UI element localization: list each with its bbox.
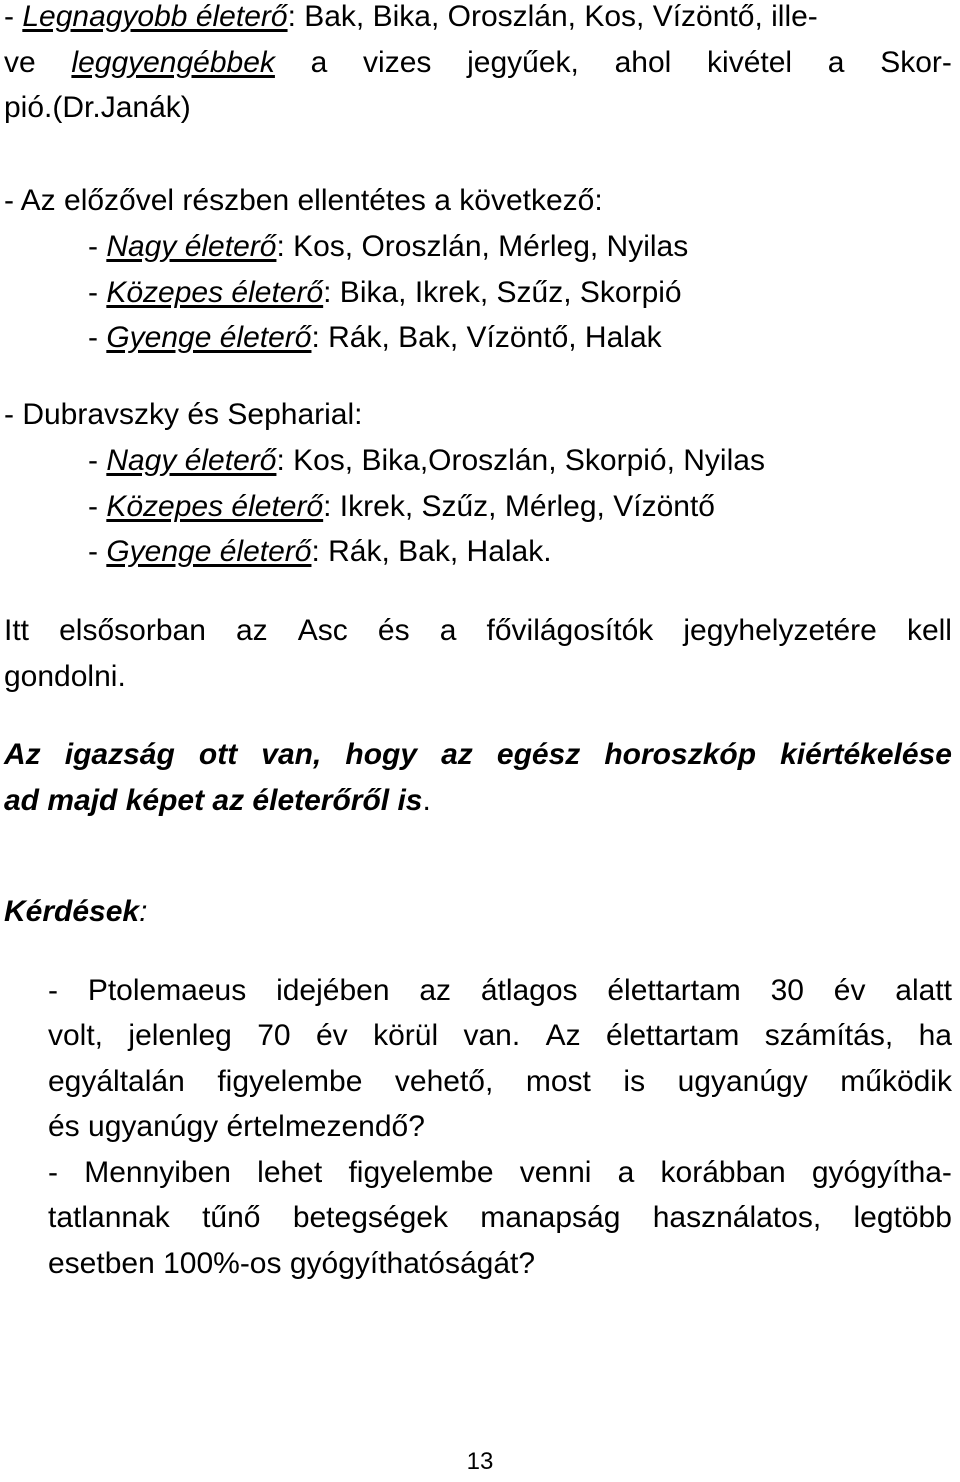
word: a bbox=[439, 614, 457, 647]
para1-line2 bbox=[4, 48, 952, 78]
dash: - bbox=[88, 535, 107, 568]
word: igazság bbox=[64, 738, 175, 771]
word: átlagos bbox=[480, 974, 578, 1007]
para4-line1 bbox=[4, 616, 952, 646]
word: az bbox=[236, 614, 268, 647]
word: volt, bbox=[48, 1019, 104, 1052]
word: számítás, bbox=[764, 1019, 894, 1052]
word: lehet bbox=[257, 1156, 323, 1189]
word: vehető, bbox=[394, 1065, 494, 1098]
eletero-term: Nagy életerő bbox=[106, 444, 277, 477]
word: Asc bbox=[297, 614, 348, 647]
word: kiértékelése bbox=[780, 738, 952, 771]
word: és bbox=[377, 614, 410, 647]
word: egyáltalán bbox=[48, 1065, 185, 1098]
questions-heading bbox=[4, 897, 147, 927]
para4-line2: gondolni. bbox=[4, 660, 126, 693]
word: év bbox=[833, 974, 866, 1007]
word: korábban bbox=[660, 1156, 786, 1189]
colon: : bbox=[139, 895, 148, 928]
word: a bbox=[617, 1156, 635, 1189]
word: az bbox=[419, 974, 451, 1007]
word: most bbox=[525, 1065, 591, 1098]
para1-line1 bbox=[4, 2, 818, 32]
word: az bbox=[441, 738, 473, 771]
word: is bbox=[623, 1065, 646, 1098]
para5-line2 bbox=[4, 786, 431, 816]
word: figyelembe bbox=[217, 1065, 363, 1098]
q1-line2 bbox=[48, 1021, 952, 1051]
section3-item bbox=[88, 446, 765, 476]
section2-item bbox=[88, 323, 662, 353]
eletero-term: Közepes életerő bbox=[106, 490, 324, 523]
word: tűnő bbox=[202, 1201, 261, 1234]
word: kell bbox=[906, 614, 952, 647]
leggyengebbek-term: leggyengébbek bbox=[71, 46, 275, 79]
word: Az bbox=[545, 1019, 581, 1052]
word: vizes bbox=[363, 46, 432, 79]
word: Skor- bbox=[880, 46, 952, 79]
dash: - bbox=[88, 444, 107, 477]
word: ha bbox=[918, 1019, 952, 1052]
section3-intro: - Dubravszky és Sepharial: bbox=[4, 398, 363, 431]
word: ott bbox=[198, 738, 238, 771]
word: jelenleg bbox=[128, 1019, 232, 1052]
item-rest: : Kos, Oroszlán, Mérleg, Nyilas bbox=[276, 230, 689, 263]
item-rest: : Ikrek, Szűz, Mérleg, Vízöntő bbox=[323, 490, 715, 523]
dash: - bbox=[88, 230, 107, 263]
word: Itt bbox=[4, 614, 30, 647]
word: tatlannak bbox=[48, 1201, 170, 1234]
word: manapság bbox=[480, 1201, 621, 1234]
word: - bbox=[48, 1156, 58, 1189]
word: a bbox=[827, 46, 845, 79]
word: idejében bbox=[276, 974, 390, 1007]
word: elsősorban bbox=[59, 614, 206, 647]
q2-line1 bbox=[48, 1158, 952, 1188]
dash: - bbox=[88, 490, 107, 523]
word: hogy bbox=[345, 738, 418, 771]
word: - bbox=[48, 974, 58, 1007]
word: egész bbox=[496, 738, 581, 771]
q1-line3 bbox=[48, 1067, 952, 1097]
word: jegyhelyzetére bbox=[683, 614, 877, 647]
word: 30 bbox=[770, 974, 804, 1007]
word: jegyűek, bbox=[467, 46, 579, 79]
eletero-term: Gyenge életerő bbox=[106, 535, 312, 568]
word: 70 bbox=[257, 1019, 291, 1052]
section2-item bbox=[88, 232, 688, 262]
para1-line3: pió.(Dr.Janák) bbox=[4, 91, 191, 124]
word: használatos, bbox=[652, 1201, 822, 1234]
word: legtöbb bbox=[853, 1201, 952, 1234]
word: év bbox=[316, 1019, 348, 1052]
word: van. bbox=[463, 1019, 521, 1052]
dash: - bbox=[88, 321, 107, 354]
para5-line1 bbox=[4, 740, 952, 770]
q2-line3: esetben 100%-os gyógyíthatóságát? bbox=[48, 1247, 536, 1280]
word: horoszkóp bbox=[604, 738, 757, 771]
page-number: 13 bbox=[466, 1448, 494, 1475]
section2-intro: - Az előzővel részben ellentétes a következő: bbox=[4, 184, 603, 217]
word: Mennyiben bbox=[84, 1156, 231, 1189]
item-rest: : Rák, Bak, Halak. bbox=[311, 535, 552, 568]
word: betegségek bbox=[292, 1201, 448, 1234]
word: ugyanúgy bbox=[677, 1065, 808, 1098]
dash: - bbox=[88, 276, 107, 309]
word: Ptolemaeus bbox=[87, 974, 247, 1007]
word: figyelembe bbox=[348, 1156, 494, 1189]
eletero-term: Gyenge életerő bbox=[106, 321, 312, 354]
eletero-term: Nagy életerő bbox=[106, 230, 277, 263]
word: kivétel bbox=[707, 46, 793, 79]
word: ve bbox=[4, 46, 36, 79]
legnagyobb-eletero-term: Legnagyobb életerő bbox=[22, 0, 288, 33]
word: működik bbox=[840, 1065, 952, 1098]
word: körül bbox=[373, 1019, 439, 1052]
questions-heading-text: Kérdések bbox=[4, 895, 140, 928]
q1-line4: és ugyanúgy értelmezendő? bbox=[48, 1110, 425, 1143]
item-rest: : Rák, Bak, Vízöntő, Halak bbox=[311, 321, 662, 354]
word: ahol bbox=[614, 46, 672, 79]
word: a bbox=[310, 46, 328, 79]
word: élettartam bbox=[607, 974, 741, 1007]
word: alatt bbox=[895, 974, 952, 1007]
period: . bbox=[422, 784, 431, 817]
section2-item bbox=[88, 278, 682, 308]
word: élettartam bbox=[606, 1019, 740, 1052]
para1-line1-rest: : Bak, Bika, Oroszlán, Kos, Vízöntő, ille- bbox=[287, 0, 818, 33]
word: van, bbox=[261, 738, 322, 771]
para5-line2-bold: ad majd képet az életerőről is bbox=[4, 784, 423, 817]
q2-line2 bbox=[48, 1203, 952, 1233]
eletero-term: Közepes életerő bbox=[106, 276, 324, 309]
word: venni bbox=[519, 1156, 592, 1189]
word: fővilágosítók bbox=[486, 614, 654, 647]
word: Az bbox=[4, 738, 41, 771]
dash: - bbox=[4, 0, 23, 33]
section3-item bbox=[88, 537, 552, 567]
item-rest: : Bika, Ikrek, Szűz, Skorpió bbox=[323, 276, 682, 309]
item-rest: : Kos, Bika,Oroszlán, Skorpió, Nyilas bbox=[276, 444, 765, 477]
section3-item bbox=[88, 492, 715, 522]
q1-line1 bbox=[48, 976, 952, 1006]
word: gyógyítha- bbox=[811, 1156, 952, 1189]
